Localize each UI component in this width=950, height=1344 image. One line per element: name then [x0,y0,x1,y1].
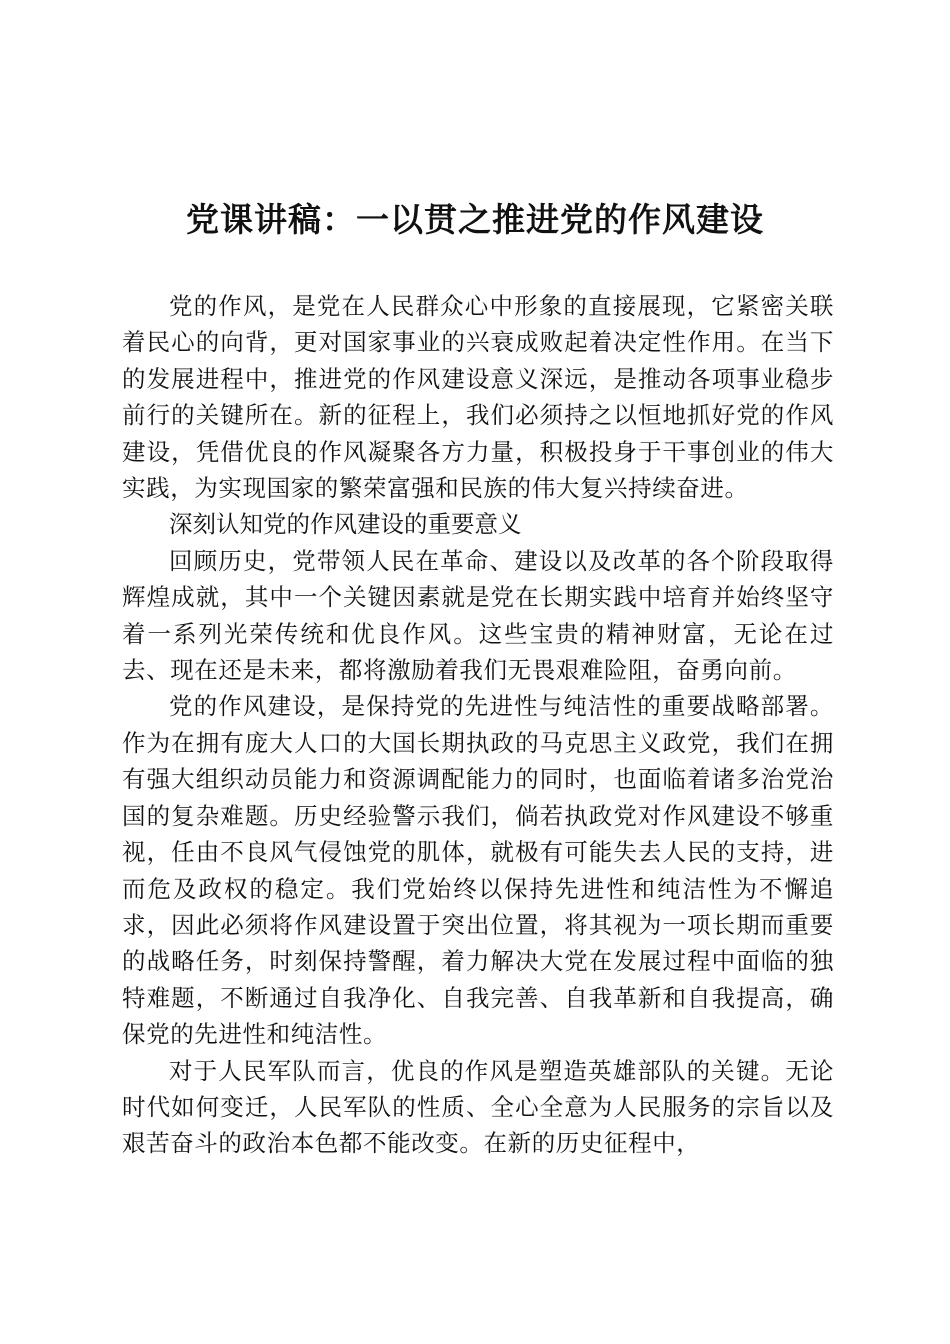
section-heading: 深刻认知党的作风建设的重要意义 [169,510,522,539]
intro-paragraph: 党的作风，是党在人民群众心中形象的直接展现，它紧密关联着民心的向背，更对国家事业的兴衰成败起着决定性作用。在当下的发展进程中，推进党的作风建设意义深远，是推动各项事业稳步前行的关键所在。新的征程上，我们必须持之以恒地抓好党的作风建设，凭借优良的作风凝聚各方力量，积极投身于干事创业的伟大实践，为实现国家的繁荣富强和民族的伟大复兴持续奋进。 [122,292,834,503]
document-title: 党课讲稿：一以贯之推进党的作风建设 [186,200,764,239]
body-paragraph-1: 回顾历史，党带领人民在革命、建设以及改革的各个阶段取得辉煌成就，其中一个关键因素就是党在长期实践中培育并始终坚守着一系列光荣传统和优良作风。这些宝贵的精神财富，无论在过去、现在还是未来，都将激励着我们无畏艰难险阻，奋勇向前。 [122,546,834,685]
body-paragraph-3: 对于人民军队而言，优良的作风是塑造英雄部队的关键。无论时代如何变迁，人民军队的性质、全心全意为人民服务的宗旨以及艰苦奋斗的政治本色都不能改变。在新的历史征程中， [122,1056,834,1158]
document-body [122,288,834,1162]
body-paragraph-2: 党的作风建设，是保持党的先进性与纯洁性的重要战略部署。作为在拥有庞大人口的大国长期执政的马克思主义政党，我们在拥有强大组织动员能力和资源调配能力的同时，也面临着诸多治党治国的复杂难题。历史经验警示我们，倘若执政党对作风建设不够重视，任由不良风气侵蚀党的肌体，就极有可能失去人民的支持，进而危及政权的稳定。我们党始终以保持先进性和纯洁性为不懈追求，因此必须将作风建设置于突出位置，将其视为一项长期而重要的战略任务，时刻保持警醒，着力解决大党在发展过程中面临的独特难题，不断通过自我净化、自我完善、自我革新和自我提高，确保党的先进性和纯洁性。 [122,692,834,1049]
